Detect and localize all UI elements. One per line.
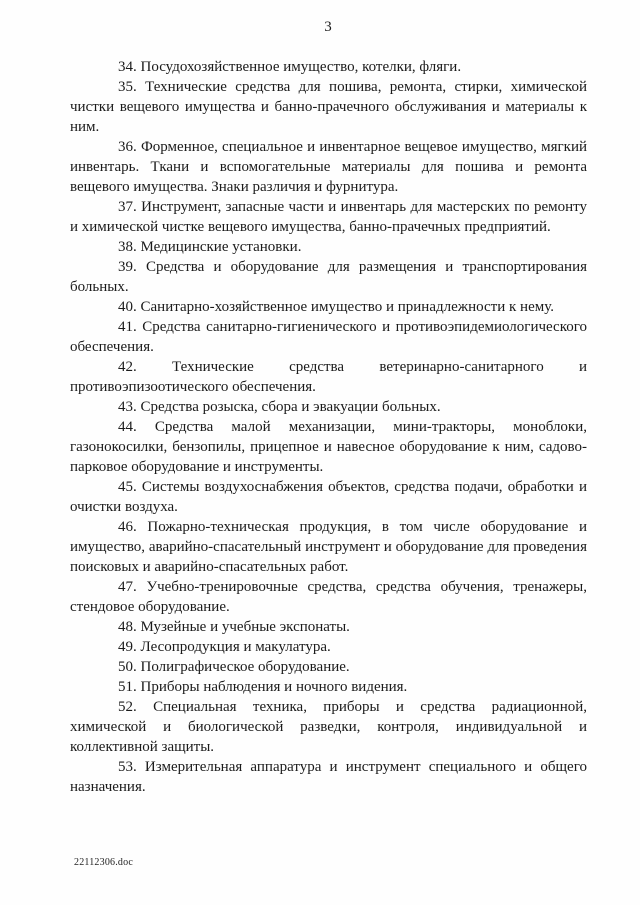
document-body — [70, 57, 587, 797]
item-text: Измерительная аппаратура и инструмент специального и общего назначения. — [70, 759, 587, 795]
item-text: Инструмент, запасные части и инвентарь для мастерских по ремонту и химической чистке вещевого имущества, банно-прачечных предприятий. — [70, 199, 588, 235]
item-number: 42. — [118, 359, 137, 375]
list-item-42 — [70, 357, 587, 397]
list-item-44 — [70, 417, 587, 477]
item-text: Санитарно-хозяйственное имущество и принадлежности к нему. — [140, 299, 554, 315]
item-text: Средства санитарно-гигиенического и противоэпидемиологического обеспечения. — [70, 319, 588, 355]
item-text: Музейные и учебные экспонаты. — [140, 619, 350, 635]
page-number: 3 — [324, 19, 332, 35]
item-text: Полиграфическое оборудование. — [140, 659, 350, 675]
list-item-45 — [70, 477, 587, 517]
list-item-37 — [70, 197, 587, 237]
item-number: 34. — [118, 59, 137, 75]
item-text: Средства и оборудование для размещения и транспортирования больных. — [70, 259, 587, 295]
item-number: 38. — [118, 239, 137, 255]
list-item-40 — [70, 297, 587, 317]
item-number: 52. — [118, 699, 137, 715]
item-number: 47. — [118, 579, 137, 595]
item-text: Форменное, специальное и инвентарное вещевое имущество, мягкий инвентарь. Ткани и вспомогательные материалы для пошива и ремонта вещевого имущества. Знаки различия и фурнитура. — [70, 139, 587, 195]
item-number: 49. — [118, 639, 137, 655]
list-item-35 — [70, 77, 587, 137]
item-number: 40. — [118, 299, 137, 315]
item-number: 46. — [118, 519, 137, 535]
item-number: 35. — [118, 79, 137, 95]
list-item-47 — [70, 577, 587, 617]
list-item-43 — [70, 397, 587, 417]
item-text: Средства розыска, сбора и эвакуации больных. — [140, 399, 441, 415]
list-item-50 — [70, 657, 587, 677]
item-text: Учебно-тренировочные средства, средства обучения, тренажеры, стендовое оборудование. — [70, 579, 588, 615]
item-number: 48. — [118, 619, 137, 635]
list-item-51 — [70, 677, 587, 697]
item-text: Лесопродукция и макулатура. — [140, 639, 331, 655]
list-item-38 — [70, 237, 587, 257]
item-text: Средства малой механизации, мини-тракторы, моноблоки, газонокосилки, бензопилы, прицепное и навесное оборудование к ним, садово-парковое оборудование и инструменты. — [70, 419, 588, 475]
item-number: 43. — [118, 399, 137, 415]
item-text: Медицинские установки. — [140, 239, 302, 255]
item-number: 39. — [118, 259, 137, 275]
item-number: 37. — [118, 199, 137, 215]
item-number: 36. — [118, 139, 137, 155]
list-item-36 — [70, 137, 587, 197]
footer-filename: 22112306.doc — [74, 857, 133, 868]
list-item-34 — [70, 57, 587, 77]
list-item-46 — [70, 517, 587, 577]
item-text: Технические средства для пошива, ремонта, стирки, химической чистки вещевого имущества и банно-прачечного обслуживания и материалы к ним. — [70, 79, 587, 135]
item-text: Системы воздухоснабжения объектов, средства подачи, обработки и очистки воздуха. — [70, 479, 588, 515]
item-number: 44. — [118, 419, 137, 435]
list-item-53 — [70, 757, 587, 797]
item-text: Технические средства ветеринарно-санитарного и противоэпизоотического обеспечения. — [70, 359, 587, 395]
item-number: 45. — [118, 479, 137, 495]
item-number: 50. — [118, 659, 137, 675]
item-text: Пожарно-техническая продукция, в том числе оборудование и имущество, аварийно-спасательный инструмент и оборудование для проведения поисковых и аварийно-спасательных работ. — [70, 519, 587, 575]
list-item-48 — [70, 617, 587, 637]
list-item-39 — [70, 257, 587, 297]
list-item-41 — [70, 317, 587, 357]
item-number: 41. — [118, 319, 137, 335]
item-text: Посудохозяйственное имущество, котелки, фляги. — [140, 59, 462, 75]
item-number: 51. — [118, 679, 137, 695]
item-text: Специальная техника, приборы и средства радиационной, химической и биологической разведки, контроля, индивидуальной и коллективной защиты. — [70, 699, 587, 755]
item-text: Приборы наблюдения и ночного видения. — [140, 679, 408, 695]
list-item-52 — [70, 697, 587, 757]
item-number: 53. — [118, 759, 137, 775]
list-item-49 — [70, 637, 587, 657]
